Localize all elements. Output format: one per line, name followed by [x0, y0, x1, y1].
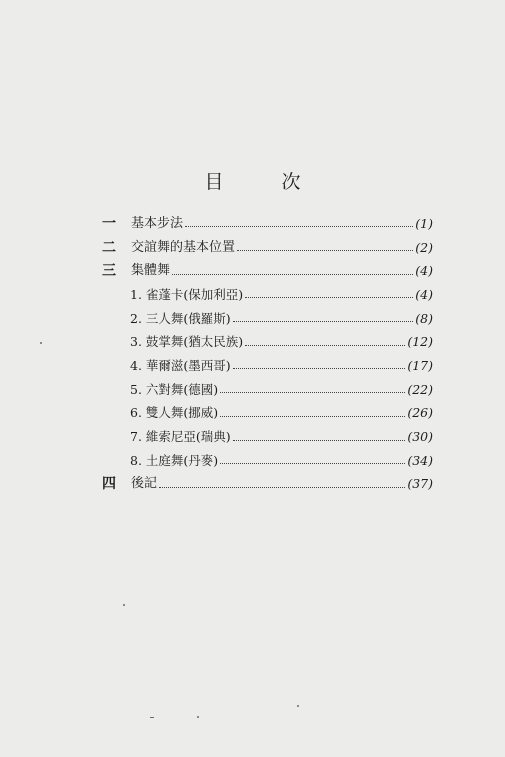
toc-subentry[interactable]: [98, 330, 433, 354]
scan-speck: [40, 342, 42, 344]
toc-subentry[interactable]: [98, 354, 433, 378]
dot-leader: [185, 226, 413, 227]
toc-entry-page: (4): [415, 286, 433, 302]
toc-entry[interactable]: [98, 236, 433, 260]
toc-entry-page: (22): [407, 381, 433, 397]
toc-subentry[interactable]: [98, 283, 433, 307]
scan-speck: [123, 604, 125, 606]
toc-entry[interactable]: [98, 473, 433, 497]
table-of-contents: [98, 212, 433, 496]
dot-leader: [172, 274, 413, 275]
toc-entry-title: 2. 三人舞(俄羅斯): [130, 310, 231, 326]
dot-leader: [245, 345, 405, 346]
toc-subentry[interactable]: [98, 378, 433, 402]
toc-subentry[interactable]: [98, 402, 433, 426]
page-title: 目 次: [204, 171, 327, 193]
dot-leader: [220, 392, 405, 393]
toc-entry-number: 四: [102, 476, 116, 493]
toc-entry-title: 1. 雀蓬卡(保加利亞): [130, 286, 244, 302]
dot-leader: [233, 440, 406, 441]
toc-entry-page: (17): [407, 357, 433, 373]
toc-entry-page: (8): [415, 310, 433, 326]
toc-entry-title: 基本步法: [131, 215, 184, 231]
dot-leader: [220, 463, 405, 464]
dot-leader: [245, 297, 413, 298]
dot-leader: [233, 321, 414, 322]
toc-entry-title: 7. 維索尼亞(瑞典): [130, 429, 231, 445]
toc-entry-title: 3. 鼓掌舞(猶太民族): [130, 334, 244, 350]
scan-speck: [150, 717, 154, 718]
scan-speck: [197, 716, 199, 718]
toc-subentry[interactable]: [98, 449, 433, 473]
toc-entry-page: (30): [407, 429, 433, 445]
toc-entry-number: 三: [102, 263, 116, 280]
toc-entry-title: 8. 土庭舞(丹麥): [130, 452, 219, 468]
toc-entry-number: 二: [102, 239, 116, 256]
scan-speck: [297, 705, 299, 707]
toc-entry-page: (12): [407, 334, 433, 350]
dot-leader: [220, 416, 405, 417]
toc-entry-page: (34): [407, 452, 433, 468]
toc-entry-title: 集體舞: [131, 263, 171, 279]
toc-subentry[interactable]: [98, 425, 433, 449]
toc-entry-title: 後記: [131, 476, 158, 492]
dot-leader: [159, 487, 405, 488]
toc-entry-title: 6. 雙人舞(挪威): [130, 405, 219, 421]
toc-entry-title: 4. 華爾滋(墨西哥): [130, 357, 231, 373]
toc-entry-page: (2): [415, 239, 433, 255]
toc-entry-page: (37): [407, 476, 433, 492]
toc-entry-title: 5. 六對舞(德國): [130, 381, 219, 397]
toc-entry-page: (4): [415, 263, 433, 279]
dot-leader: [237, 250, 413, 251]
dot-leader: [233, 368, 406, 369]
toc-entry[interactable]: [98, 212, 433, 236]
toc-entry[interactable]: [98, 259, 433, 283]
toc-subentry[interactable]: [98, 307, 433, 331]
toc-entry-number: 一: [102, 215, 116, 232]
toc-entry-page: (1): [415, 215, 433, 231]
toc-entry-page: (26): [407, 405, 433, 421]
toc-entry-title: 交誼舞的基本位置: [131, 239, 236, 255]
